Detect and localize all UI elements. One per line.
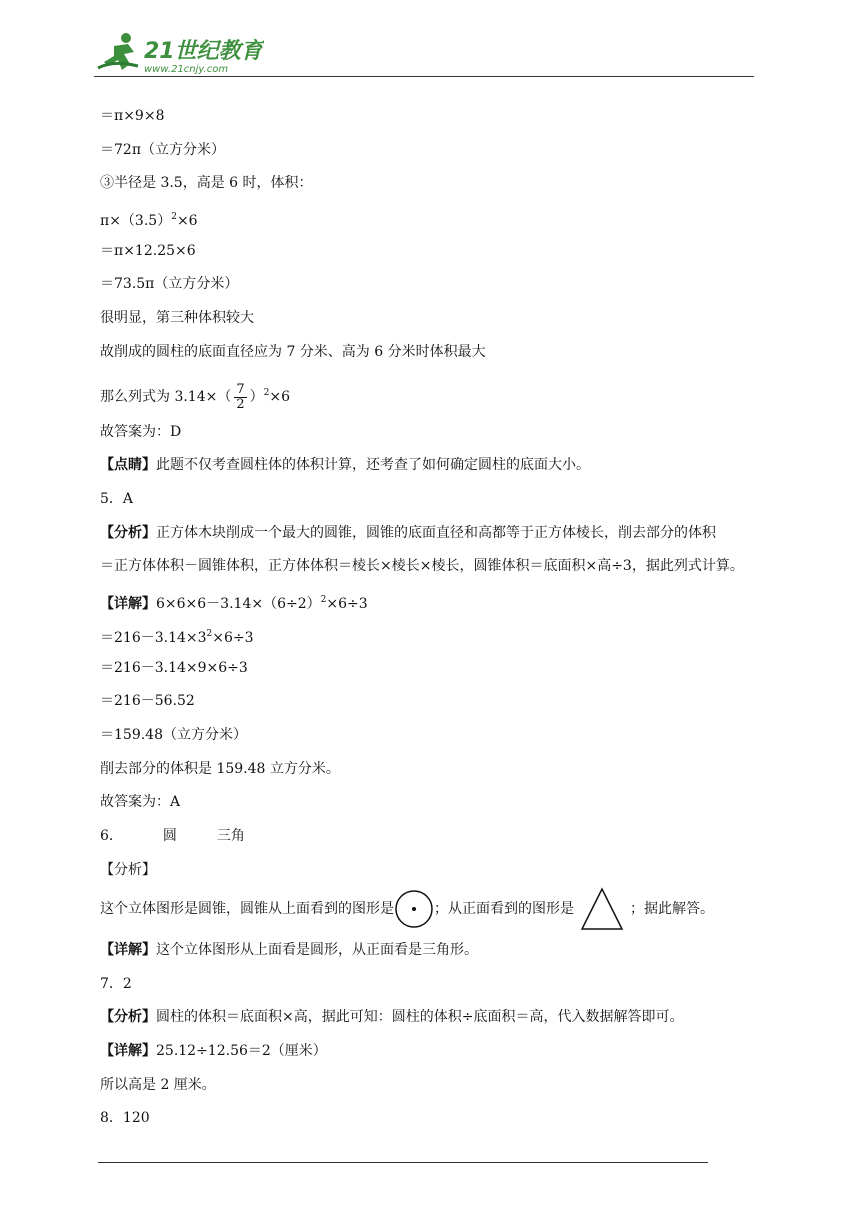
text-line: ＝π×9×8 (100, 108, 165, 124)
text-line (100, 455, 590, 475)
text-content: 25.12÷12.56＝2（厘米） (156, 1043, 327, 1059)
header-logo (94, 30, 264, 78)
expr-part: 6×6×6－3.14×（6÷2） (156, 596, 321, 612)
fraction (234, 383, 246, 412)
text-line: ＝72π（立方分米） (100, 142, 226, 158)
triangle-front-view-icon (580, 887, 624, 931)
expr-part: π×（3.5） (100, 213, 172, 229)
section-tag: 【分析】 (100, 525, 156, 541)
section-tag: 【详解】 (100, 1043, 156, 1059)
text-line (100, 523, 716, 543)
text-line: ＝216－56.52 (100, 693, 195, 709)
question-number: 8．120 (100, 1110, 150, 1126)
text-line (100, 378, 290, 412)
logo-title: 21世纪教育 (144, 39, 263, 64)
superscript: 2 (263, 388, 270, 398)
section-tag: 【点睛】 (100, 457, 156, 473)
superscript: 2 (206, 629, 213, 639)
text-content: 此题不仅考查圆柱体的体积计算，还考查了如何确定圆柱的底面大小。 (156, 457, 590, 473)
text-line (100, 624, 254, 648)
text-line (100, 886, 714, 932)
text-content: 圆柱的体积＝底面积×高，据此可知：圆柱的体积÷底面积＝高，代入数据解答即可。 (156, 1009, 684, 1025)
expr-part: ×6÷3 (326, 596, 368, 612)
expr-part: ×6 (176, 213, 198, 229)
expr-part: 那么列式为 3.14×（ (100, 389, 232, 405)
text-content: 这个立体图形从上面看是圆形，从正面看是三角形。 (156, 942, 478, 958)
section-tag: 【详解】 (100, 596, 156, 612)
text-line: 削去部分的体积是 159.48 立方分米。 (100, 761, 340, 777)
text-line (100, 1041, 327, 1061)
fraction-numerator: 7 (236, 381, 245, 397)
text-content: 这个立体图形是圆锥，圆锥从上面看到的图形是 (100, 901, 394, 917)
expr-part: ＝216－3.14×3 (100, 630, 207, 646)
answer-blank: 三角 (216, 828, 245, 844)
text-content: ；从正面看到的图形是 (434, 901, 574, 917)
fraction-denominator: 2 (236, 396, 245, 412)
footer-divider (98, 1162, 708, 1163)
expr-part: ×6÷3 (212, 630, 254, 646)
text-line (100, 940, 478, 960)
question-number: 5．A (100, 491, 134, 507)
text-line (100, 590, 368, 614)
text-line: ＝159.48（立方分米） (100, 727, 247, 743)
expr-part: ） (249, 389, 264, 405)
text-content: ；据此解答。 (630, 901, 714, 917)
text-line: ③半径是 3.5，高是 6 时，体积： (100, 175, 313, 191)
text-line: 【分析】 (100, 862, 156, 878)
text-line: 很明显，第三种体积较大 (100, 310, 254, 326)
text-line: ＝216－3.14×9×6÷3 (100, 660, 248, 676)
text-content: 正方体木块削成一个最大的圆锥，圆锥的底面直径和高都等于正方体棱长，削去部分的体积 (156, 525, 716, 541)
question-number: 6． (100, 828, 123, 844)
superscript: 2 (171, 212, 177, 222)
circle-top-view-icon (394, 889, 434, 929)
header-divider (94, 76, 754, 77)
section-tag: 【分析】 (100, 1009, 156, 1025)
answer-blank: 圆 (162, 828, 177, 844)
text-line (100, 1007, 683, 1027)
text-line: 故答案为：D (100, 424, 182, 440)
question-number: 7．2 (100, 976, 132, 992)
text-line: 故答案为：A (100, 794, 181, 810)
text-line (100, 826, 245, 846)
text-line: ＝π×12.25×6 (100, 243, 196, 259)
section-tag: 【详解】 (100, 942, 156, 958)
expr-part: ×6 (269, 389, 291, 405)
text-line: ＝正方体体积－圆锥体积，正方体体积＝棱长×棱长×棱长，圆锥体积＝底面积×高÷3，据此列式计算。 (100, 558, 744, 574)
text-line (100, 207, 198, 231)
runner-logo-icon (98, 33, 138, 70)
superscript: 2 (320, 595, 327, 605)
text-line: ＝73.5π（立方分米） (100, 276, 239, 292)
logo-url: www.21cnjy.com (144, 64, 229, 75)
text-line: 所以高是 2 厘米。 (100, 1077, 216, 1093)
text-line: 故削成的圆柱的底面直径应为 7 分米、高为 6 分米时体积最大 (100, 344, 486, 360)
